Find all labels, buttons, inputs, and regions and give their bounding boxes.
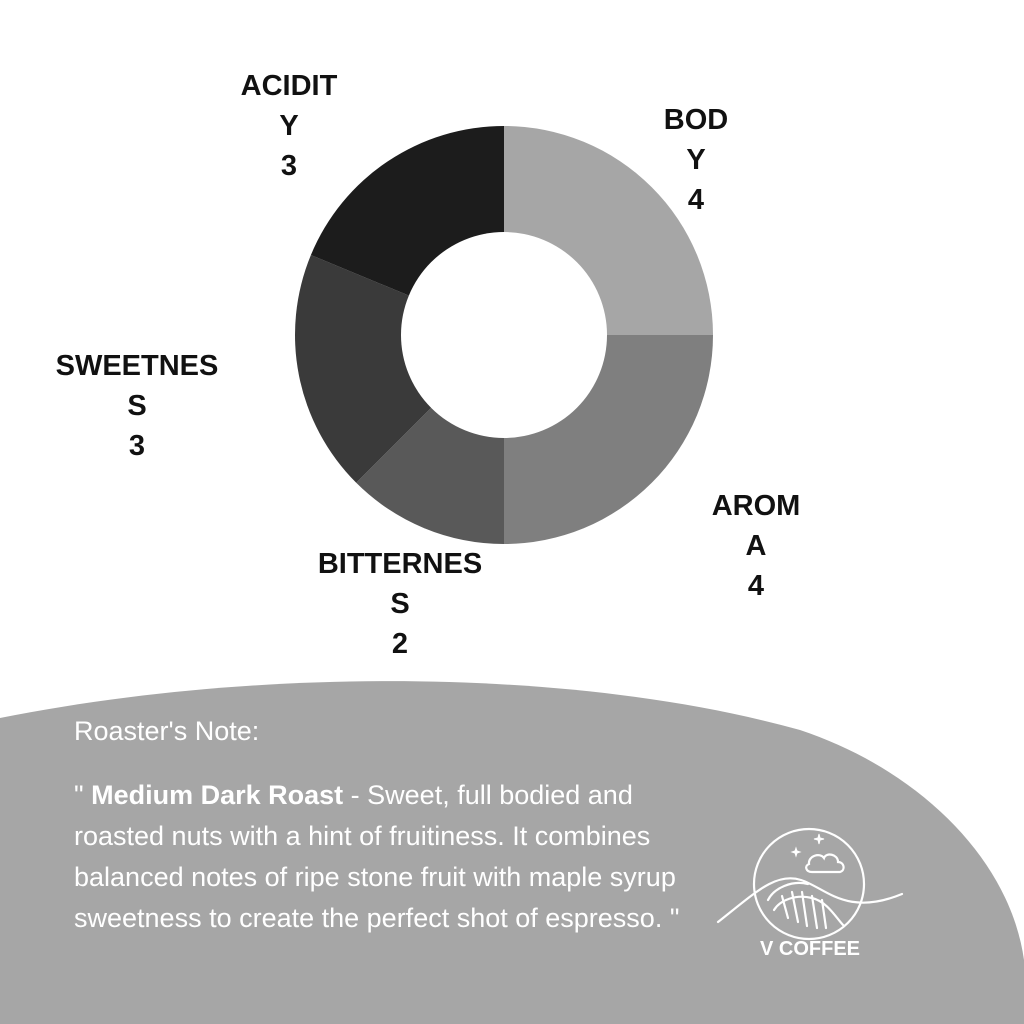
- roasters-note-text: [74, 775, 714, 939]
- brand-name: V COFFEE: [759, 938, 860, 960]
- roasters-note-heading: Roaster's Note:: [74, 716, 260, 746]
- label-aroma: AROM A 4: [711, 490, 801, 602]
- label-body: BOD Y 4: [663, 104, 729, 216]
- note-description: - Sweet, full bodied and roasted nuts with a hint of fruitiness. It combines balanced notes of ripe stone fruit with maple syrup sweetness to create the perfect shot of espresso. ": [74, 780, 680, 933]
- quote-open: ": [74, 780, 92, 810]
- label-acidity: ACIDIT Y 3: [240, 70, 338, 182]
- label-sweetness: SWEETNES S 3: [55, 350, 219, 462]
- label-bitterness: BITTERNES S 2: [317, 548, 483, 660]
- roast-level: Medium Dark Roast: [91, 780, 344, 810]
